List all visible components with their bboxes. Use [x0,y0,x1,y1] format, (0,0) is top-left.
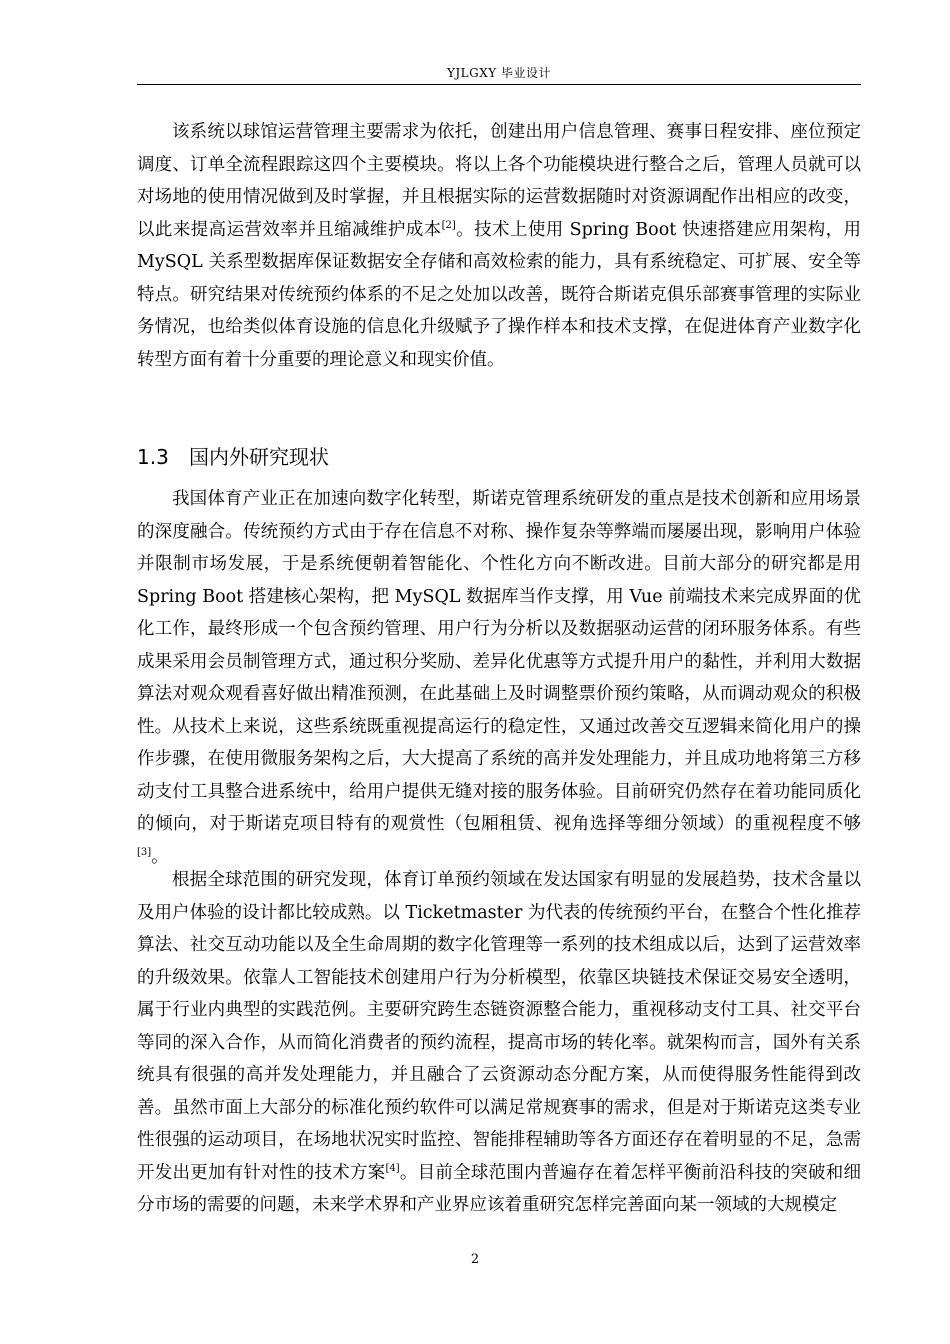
section-title: 国内外研究现状 [189,445,329,469]
section-number: 1.3 [137,445,169,469]
paragraph-text-tail: 。技术上使用 Spring Boot 快速搭建应用架构，用 MySQL 关系型数据库保证数据安全存储和高效检索的能力，具有系统稳定、可扩展、安全等特点。研究结果对传统预约体系的不足之处加以改善，既符合斯诺克俱乐部赛事管理的实际业务情况，也给类似体育设施的信息化升级赋予了操作样本和技术支撑，在促进体育产业数字化转型方面有着十分重要的理论意义和现实价值。 [137,219,862,370]
citation: [3] [137,846,152,858]
header-rule [137,84,861,85]
paragraph-domestic-research [137,483,861,873]
paragraph-text: 我国体育产业正在加速向数字化转型，斯诺克管理系统研发的重点是技术创新和应用场景的深度融合。传统预约方式由于存在信息不对称、操作复杂等弊端而屡屡出现，影响用户体验并限制市场发展，于是系统便朝着智能化、个性化方向不断改进。目前大部分的研究都是用 Spring Boot 搭建核心架构，把 MySQL 数据库当作支撑，用 Vue 前端技术来完成界面的优化工作，最终形成一个包含预约管理、用户行为分析以及数据驱动运营的闭环服务体系。有些成果采用会员制管理方式，通过积分奖励、差异化优惠等方式提升用户的黏性，并利用大数据算法对观众观看喜好做出精准预测，在此基础上及时调整票价预约策略，从而调动观众的积极性。从技术上来说，这些系统既重视提高运行的稳定性，又通过改善交互逻辑来简化用户的操作步骤，在使用微服务架构之后，大大提高了系统的高并发处理能力，并且成功地将第三方移动支付工具整合进系统中，给用户提供无缝对接的服务体验。目前研究仍然存在着功能同质化的倾向，对于斯诺克项目特有的观赏性（包厢租赁、视角选择等细分领域）的重视程度不够 [137,489,861,834]
running-header: YJLGXY 毕业设计 [446,66,552,80]
page-number: 2 [470,1252,480,1267]
paragraph-text: 根据全球范围的研究发现，体育订单预约领域在发达国家有明显的发展趋势，技术含量以及用户体验的设计都比较成熟。以 Ticketmaster 为代表的传统预约平台，在整合个性化推荐算法、社交互动功能以及全生命周期的数字化管理等一系列的技术组成以后，达到了运营效率的升级效果。依靠人工智能技术创建用户行为分析模型，依靠区块链技术保证交易安全透明，属于行业内典型的实践范例。主要研究跨生态链资源整合能力，重视移动支付工具、社交平台等同的深入合作，从而简化消费者的预约流程，提高市场的转化率。就架构而言，国外有关系统具有很强的高并发处理能力，并且融合了云资源动态分配方案，从而使得服务性能得到改善。虽然市面上大部分的标准化预约软件可以满足常规赛事的需求，但是对于斯诺克这类专业性很强的运动项目，在场地状况实时监控、智能排程辅助等各方面还存在着明显的不足，急需开发出更加有针对性的技术方案 [137,870,861,1183]
paragraph-text-tail: 。目前全球范围内普遍存在着怎样平衡前沿科技的突破和细分市场的需要的问题，未来学术界和产业界应该着重研究怎样完善面向某一领域的大规模定 [137,1162,862,1215]
section-heading [137,441,329,470]
paragraph-text: 该系统以球馆运营管理主要需求为依托，创建出用户信息管理、赛事日程安排、座位预定调度、订单全流程跟踪这四个主要模块。将以上各个功能模块进行整合之后，管理人员就可以对场地的使用情况做到及时掌握，并且根据实际的运营数据随时对资源调配作出相应的改变，以此来提高运营效率并且缩减维护成本 [137,122,861,240]
citation: [4] [385,1162,400,1174]
citation: [2] [441,219,456,231]
paragraph-intro-significance [137,116,861,376]
paragraph-text-tail: 。 [151,846,169,867]
paragraph-international-research [137,864,861,1222]
